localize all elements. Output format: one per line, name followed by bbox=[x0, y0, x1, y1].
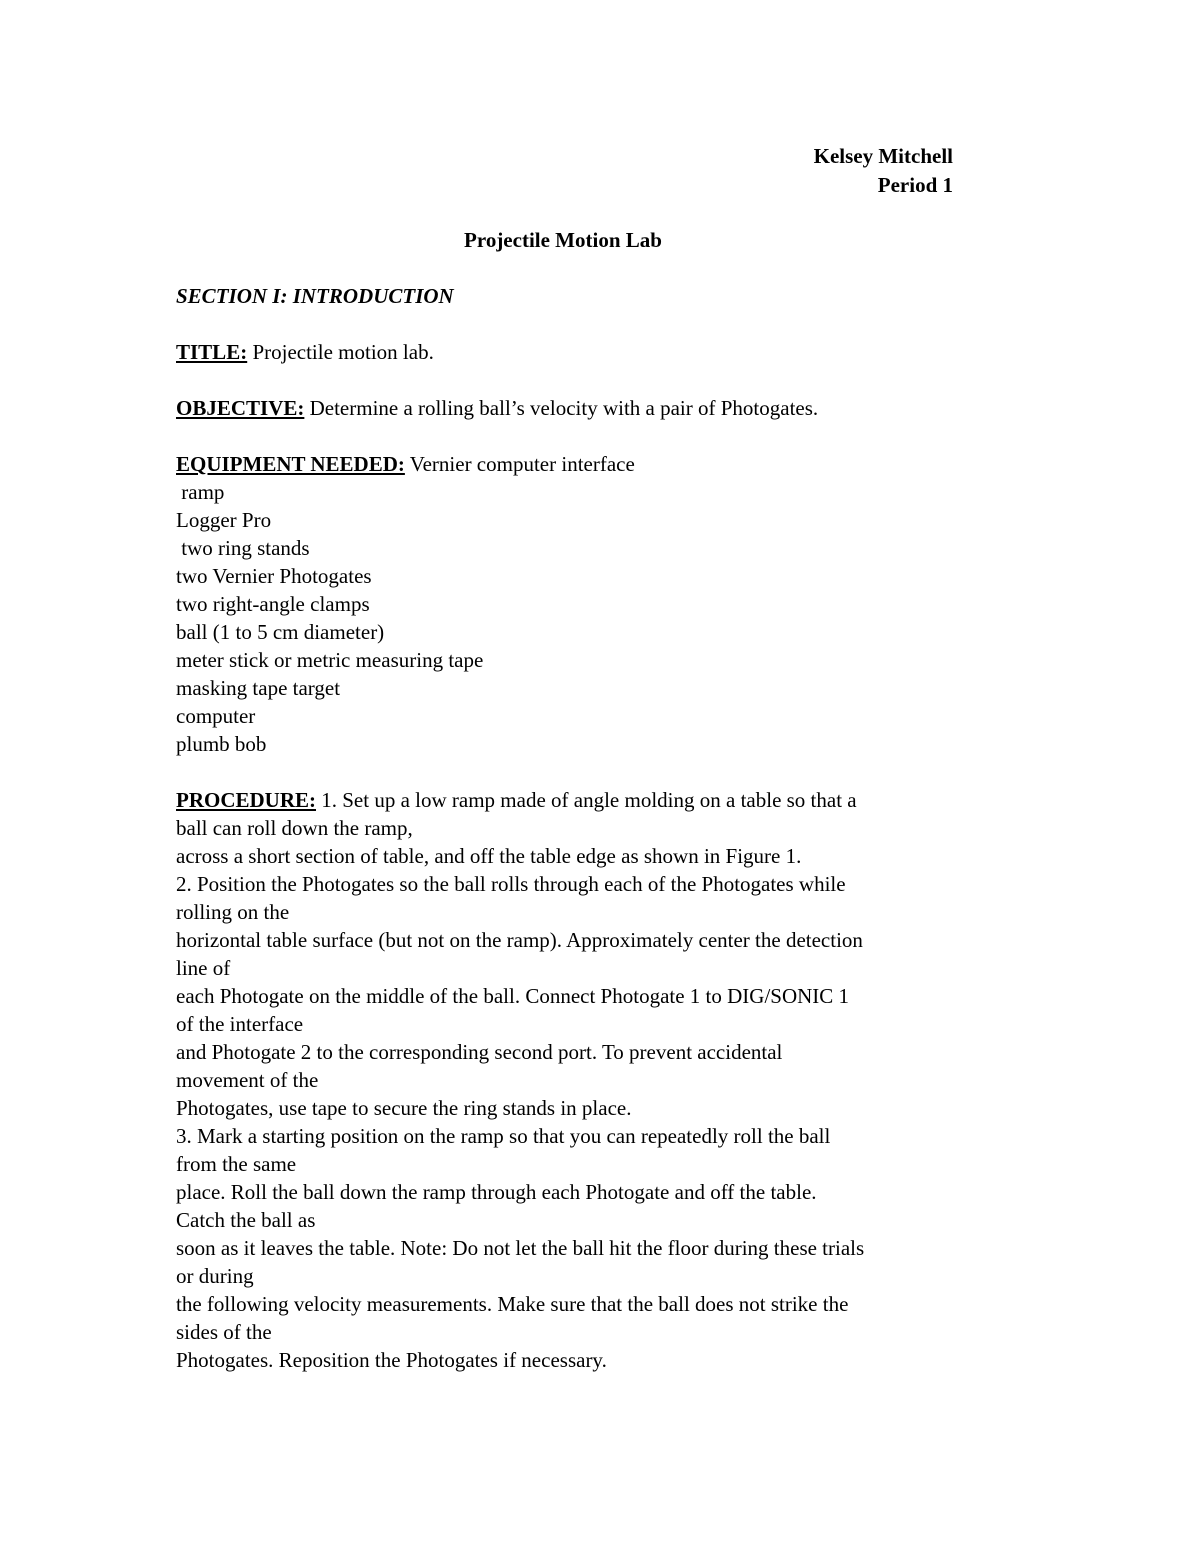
title-value: Projectile motion lab. bbox=[247, 340, 434, 364]
procedure-line: 2. Position the Photogates so the ball rolls through each of the Photogates while bbox=[176, 872, 846, 896]
title-field bbox=[176, 338, 966, 366]
procedure-first-line bbox=[176, 786, 966, 814]
procedure-line: Photogates. Reposition the Photogates if necessary. bbox=[176, 1348, 607, 1372]
procedure-line: or during bbox=[176, 1264, 254, 1288]
procedure-line: sides of the bbox=[176, 1320, 272, 1344]
document-title: Projectile Motion Lab bbox=[464, 228, 662, 252]
equipment-item: computer bbox=[176, 704, 256, 728]
procedure-line: from the same bbox=[176, 1152, 297, 1176]
class-period: Period 1 bbox=[877, 173, 953, 197]
procedure-line: line of bbox=[176, 956, 231, 980]
equipment-item: Vernier computer interface bbox=[404, 452, 635, 476]
objective-field bbox=[176, 394, 966, 422]
equipment-item: meter stick or metric measuring tape bbox=[176, 648, 484, 672]
procedure-line: 1. Set up a low ramp made of angle molding on a table so that a bbox=[316, 788, 857, 812]
equipment-label: EQUIPMENT NEEDED: bbox=[176, 452, 405, 476]
equipment-item: two ring stands bbox=[176, 536, 310, 560]
procedure-line: the following velocity measurements. Make sure that the ball does not strike the bbox=[176, 1292, 849, 1316]
section-heading: SECTION I: INTRODUCTION bbox=[176, 284, 454, 308]
equipment-first-line bbox=[176, 450, 966, 478]
equipment-item: Logger Pro bbox=[176, 508, 272, 532]
procedure-line: across a short section of table, and off the table edge as shown in Figure 1. bbox=[176, 844, 802, 868]
procedure-line: Photogates, use tape to secure the ring stands in place. bbox=[176, 1096, 632, 1120]
equipment-item: ball (1 to 5 cm diameter) bbox=[176, 620, 385, 644]
procedure-line: ball can roll down the ramp, bbox=[176, 816, 413, 840]
procedure-line: Catch the ball as bbox=[176, 1208, 316, 1232]
procedure-label: PROCEDURE: bbox=[176, 788, 316, 812]
equipment-list bbox=[176, 450, 966, 758]
procedure-line: place. Roll the ball down the ramp through each Photogate and off the table. bbox=[176, 1180, 817, 1204]
procedure-line: movement of the bbox=[176, 1068, 319, 1092]
equipment-item: ramp bbox=[176, 480, 225, 504]
equipment-item: masking tape target bbox=[176, 676, 341, 700]
procedure-line: rolling on the bbox=[176, 900, 290, 924]
objective-value: Determine a rolling ball’s velocity with a pair of Photogates. bbox=[304, 396, 819, 420]
procedure-line: 3. Mark a starting position on the ramp so that you can repeatedly roll the ball bbox=[176, 1124, 831, 1148]
objective-label: OBJECTIVE: bbox=[176, 396, 305, 420]
procedure-line: each Photogate on the middle of the ball. Connect Photogate 1 to DIG/SONIC 1 bbox=[176, 984, 850, 1008]
procedure-line: soon as it leaves the table. Note: Do not let the ball hit the floor during these trials bbox=[176, 1236, 865, 1260]
title-label: TITLE: bbox=[176, 340, 248, 364]
author-header bbox=[814, 142, 953, 200]
equipment-item: two right-angle clamps bbox=[176, 592, 370, 616]
document-body bbox=[176, 282, 966, 1374]
procedure-section bbox=[176, 786, 966, 1374]
equipment-item: plumb bob bbox=[176, 732, 267, 756]
procedure-line: of the interface bbox=[176, 1012, 304, 1036]
author-name: Kelsey Mitchell bbox=[813, 144, 953, 168]
procedure-line: horizontal table surface (but not on the ramp). Approximately center the detection bbox=[176, 928, 863, 952]
equipment-item: two Vernier Photogates bbox=[176, 564, 372, 588]
procedure-line: and Photogate 2 to the corresponding second port. To prevent accidental bbox=[176, 1040, 783, 1064]
